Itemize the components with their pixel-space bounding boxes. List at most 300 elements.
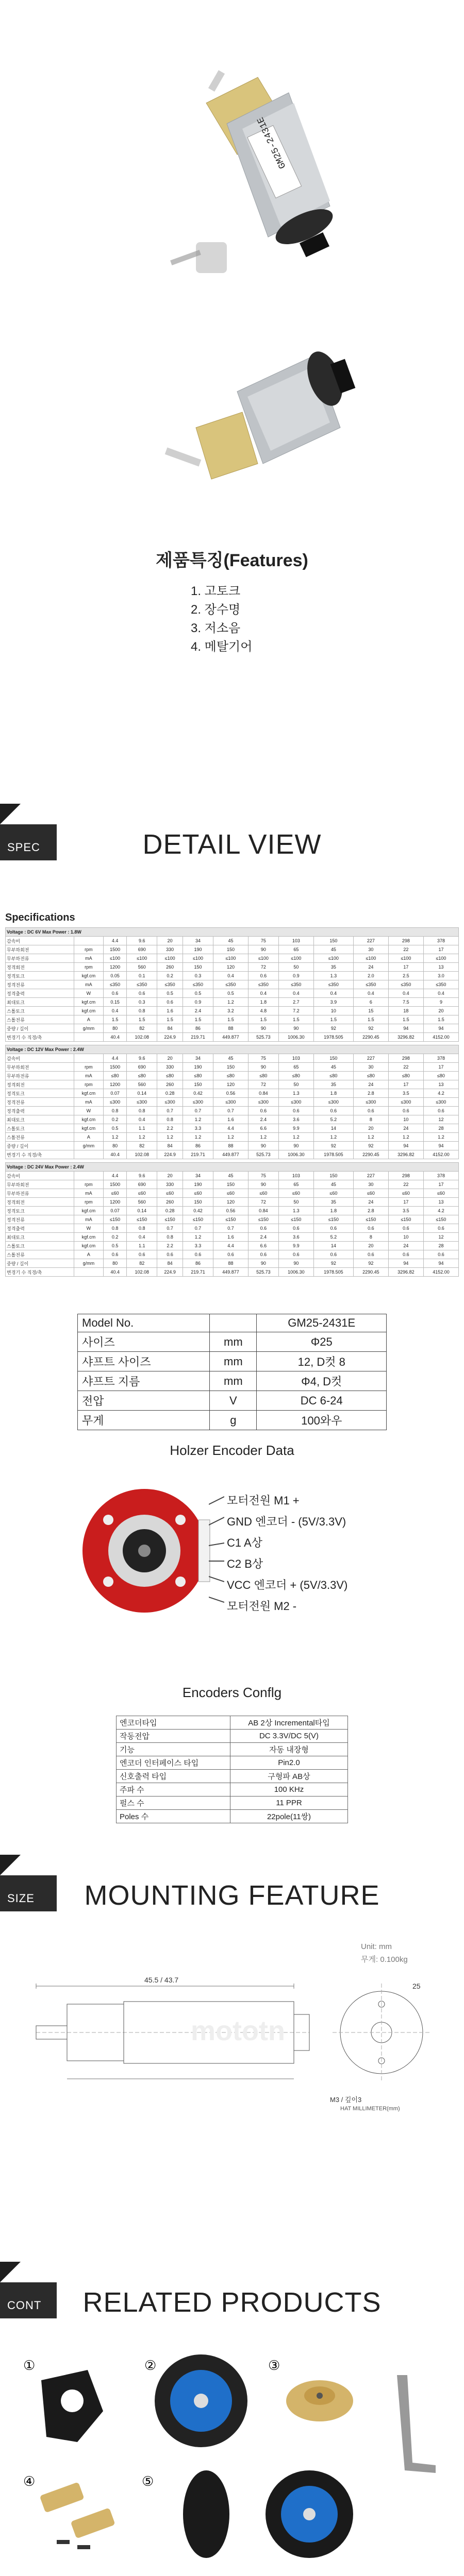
table-cell: Model No. [78, 1314, 210, 1332]
row-label: 무부하전류 [6, 1189, 74, 1198]
row-unit [74, 1054, 103, 1063]
table-cell: 9 [423, 998, 458, 1007]
table-row [6, 1063, 459, 1072]
table-row [6, 1142, 459, 1150]
table-cell: 1.2 [213, 998, 248, 1007]
table-cell: 0.07 [103, 1089, 126, 1098]
row-label: 무부하회전 [6, 1180, 74, 1189]
table-row [6, 1115, 459, 1124]
table-cell: 45 [313, 1180, 353, 1189]
table-cell: 1.2 [103, 1133, 126, 1142]
table-cell: 1.8 [248, 998, 278, 1007]
table-cell: 12, D컷 8 [257, 1352, 387, 1371]
table-cell: ≤60 [278, 1189, 313, 1198]
table-cell: 1.2 [248, 1133, 278, 1142]
pin-label: 모터전원 M1 + [227, 1494, 300, 1507]
table-cell: ≤80 [157, 1072, 183, 1080]
table-cell: 28 [423, 1242, 458, 1250]
table-cell: 0.6 [248, 1250, 278, 1259]
table-cell: 주파 수 [117, 1783, 230, 1797]
table-cell: 82 [127, 1024, 157, 1033]
badge: ④ [23, 2474, 36, 2489]
table-cell: 24 [353, 963, 388, 972]
table-cell: 90 [248, 1180, 278, 1189]
dim-side: 25 [412, 1982, 421, 1990]
table-cell: 3.0 [423, 972, 458, 980]
features-title: 제품특징(Features) [156, 551, 308, 570]
table-cell: 기능 [117, 1743, 230, 1756]
table-cell: 0.6 [353, 1107, 388, 1115]
table-cell: 22 [388, 945, 423, 954]
table-cell: 9.6 [127, 1054, 157, 1063]
table-cell: 0.4 [388, 989, 423, 998]
flange-coupling-image [286, 2380, 353, 2421]
table-cell: 1978.505 [313, 1268, 353, 1277]
table-cell: 0.4 [127, 1115, 157, 1124]
table-cell: 1.5 [353, 1015, 388, 1024]
table-cell: 1.6 [213, 1115, 248, 1124]
table-row [117, 1743, 348, 1756]
table-cell: ≤300 [248, 1098, 278, 1107]
row-label: 중량 / 길이 [6, 1024, 74, 1033]
pin-label: C2 B상 [227, 1557, 263, 1570]
features-list [191, 582, 252, 656]
table-cell: 45 [213, 1172, 248, 1180]
table-cell: 20 [423, 1007, 458, 1015]
table-cell: 560 [127, 1198, 157, 1207]
row-label: 정격출력 [6, 989, 74, 998]
table-cell: 샤프트 지름 [78, 1371, 210, 1391]
table-cell: 0.6 [423, 1107, 458, 1115]
table-row [6, 1268, 459, 1277]
table-row [117, 1716, 348, 1730]
table-cell: 50 [278, 963, 313, 972]
table-cell: 3.6 [278, 1233, 313, 1242]
table-cell: 103 [278, 1054, 313, 1063]
table-cell: 525.73 [248, 1033, 278, 1042]
table-cell: 75 [248, 937, 278, 945]
table-cell: 10 [388, 1115, 423, 1124]
table-cell: 0.6 [157, 1250, 183, 1259]
specifications-title: Specifications [5, 912, 75, 923]
table-cell: 3.3 [183, 1242, 213, 1250]
table-cell: 3.5 [388, 1207, 423, 1215]
row-unit: rpm [74, 945, 103, 954]
table-cell: V [210, 1391, 257, 1411]
row-unit: kgf.cm [74, 998, 103, 1007]
table-cell: 1.2 [423, 1133, 458, 1142]
spec-table-header: Voltage : DC 12V Max Power : 2.4W [6, 1045, 459, 1054]
table-cell: 2.0 [353, 972, 388, 980]
row-unit: mA [74, 1072, 103, 1080]
table-cell: 260 [157, 1080, 183, 1089]
table-cell: ≤300 [388, 1098, 423, 1107]
table-cell: 4152.00 [423, 1268, 458, 1277]
table-cell: 330 [157, 1063, 183, 1072]
table-cell: ≤150 [248, 1215, 278, 1224]
table-row [6, 1124, 459, 1133]
table-cell: 219.71 [183, 1268, 213, 1277]
table-cell: 1500 [103, 945, 126, 954]
table-cell: 8 [353, 1233, 388, 1242]
table-cell: 90 [248, 1259, 278, 1268]
row-unit: A [74, 1250, 103, 1259]
row-label: 정격회전 [6, 1080, 74, 1089]
table-cell: 0.5 [213, 989, 248, 998]
table-cell: 0.6 [183, 1250, 213, 1259]
row-label: 정격전류 [6, 980, 74, 989]
table-row [6, 980, 459, 989]
hex-coupling-image [40, 2482, 115, 2549]
table-cell: 4.4 [103, 937, 126, 945]
model-table [77, 1314, 387, 1430]
table-cell: 20 [157, 1172, 183, 1180]
table-cell: 1.2 [157, 1133, 183, 1142]
table-cell: 298 [388, 1054, 423, 1063]
table-cell: 12 [423, 1233, 458, 1242]
table-cell: 0.6 [103, 1250, 126, 1259]
encoder-pin-labels [227, 1490, 347, 1617]
table-cell: Pin2.0 [230, 1756, 347, 1770]
table-cell: 4.4 [103, 1054, 126, 1063]
table-cell: 22 [388, 1180, 423, 1189]
table-row [78, 1352, 387, 1371]
table-cell: ≤150 [183, 1215, 213, 1224]
row-unit: kgf.cm [74, 1207, 103, 1215]
row-unit: kgf.cm [74, 1007, 103, 1015]
table-cell: 449.877 [213, 1033, 248, 1042]
table-cell: 75 [248, 1172, 278, 1180]
row-unit: mA [74, 1215, 103, 1224]
table-cell: ≤100 [278, 954, 313, 963]
table-cell: 378 [423, 937, 458, 945]
table-cell: ≤80 [183, 1072, 213, 1080]
table-cell: 10 [313, 1007, 353, 1015]
table-cell: 227 [353, 1172, 388, 1180]
row-label: 정격전류 [6, 1215, 74, 1224]
table-cell: 94 [388, 1024, 423, 1033]
table-row [78, 1332, 387, 1352]
table-cell: 92 [353, 1259, 388, 1268]
table-row [117, 1770, 348, 1783]
table-cell: ≤100 [353, 954, 388, 963]
encoder-wire-lines [209, 1484, 224, 1618]
badge: ⑤ [142, 2474, 154, 2489]
row-label: 변경기 수 직경/축 [6, 1150, 74, 1159]
pin-label: VCC 엔코더 + (5V/3.3V) [227, 1579, 348, 1591]
table-cell: ≤150 [103, 1215, 126, 1224]
table-cell: 50 [278, 1080, 313, 1089]
table-cell: 1978.505 [313, 1033, 353, 1042]
table-cell: 무게 [78, 1411, 210, 1430]
table-cell: 224.9 [157, 1150, 183, 1159]
table-cell: 224.9 [157, 1268, 183, 1277]
table-cell: 102.08 [127, 1150, 157, 1159]
table-row [117, 1783, 348, 1797]
table-cell: 1500 [103, 1180, 126, 1189]
feature-item: 1. 고토크 [191, 584, 241, 598]
table-cell: 92 [313, 1259, 353, 1268]
table-cell: 1.5 [183, 1015, 213, 1024]
table-cell: 92 [353, 1024, 388, 1033]
table-cell: ≤60 [103, 1189, 126, 1198]
table-cell: ≤60 [183, 1189, 213, 1198]
table-cell: 15 [353, 1007, 388, 1015]
table-cell: 4152.00 [423, 1150, 458, 1159]
table-cell: 0.56 [213, 1207, 248, 1215]
row-unit: rpm [74, 963, 103, 972]
table-cell: 0.15 [103, 998, 126, 1007]
table-cell: 28 [423, 1124, 458, 1133]
table-cell: 30 [353, 945, 388, 954]
table-cell: 2.4 [248, 1233, 278, 1242]
row-label: 스톨토크 [6, 1124, 74, 1133]
table-cell: 6 [353, 998, 388, 1007]
table-cell: ≤150 [213, 1215, 248, 1224]
table-row [6, 1054, 459, 1063]
table-cell: 0.8 [127, 1107, 157, 1115]
table-cell: 20 [157, 1054, 183, 1063]
table-cell: ≤350 [248, 980, 278, 989]
table-cell: ≤60 [388, 1189, 423, 1198]
table-cell: 30 [353, 1180, 388, 1189]
table-row [117, 1730, 348, 1743]
row-label: 스톨전류 [6, 1133, 74, 1142]
table-cell: mm [210, 1352, 257, 1371]
table-cell: 0.3 [183, 972, 213, 980]
table-cell: 150 [213, 945, 248, 954]
table-cell: 3296.82 [388, 1268, 423, 1277]
spec-table [5, 1162, 459, 1277]
table-cell: 1.2 [388, 1133, 423, 1142]
table-cell: 1.2 [183, 1133, 213, 1142]
table-cell: 1.2 [183, 1115, 213, 1124]
related-products-images [0, 2349, 464, 2566]
table-cell: 40.4 [103, 1150, 126, 1159]
table-cell: 94 [388, 1259, 423, 1268]
bracket-image [41, 2370, 103, 2442]
table-cell: 0.6 [248, 972, 278, 980]
section-title: MOUNTING FEATURE [84, 1880, 380, 1911]
mount-note: HAT MILLIMETER(mm) [340, 2106, 400, 2112]
table-cell: 65 [278, 1180, 313, 1189]
table-cell: 2290.45 [353, 1150, 388, 1159]
table-cell: 525.73 [248, 1268, 278, 1277]
table-cell: Φ4, D컷 [257, 1371, 387, 1391]
row-unit: g/mm [74, 1142, 103, 1150]
table-row [6, 1215, 459, 1224]
table-cell: 378 [423, 1172, 458, 1180]
spec-table [5, 927, 459, 1042]
table-cell: 0.7 [183, 1107, 213, 1115]
row-label: 최대토크 [6, 1115, 74, 1124]
row-unit: g/mm [74, 1259, 103, 1268]
table-cell: 2.5 [388, 972, 423, 980]
table-cell: ≤350 [213, 980, 248, 989]
table-cell: ≤300 [278, 1098, 313, 1107]
table-row [6, 998, 459, 1007]
row-unit: mA [74, 954, 103, 963]
section-title: DETAIL VIEW [142, 829, 322, 860]
row-unit [74, 1172, 103, 1180]
table-cell: 7.5 [388, 998, 423, 1007]
pin-label: 모터전원 M2 - [227, 1600, 297, 1613]
table-cell: 150 [213, 1180, 248, 1189]
row-label: 감속비 [6, 1172, 74, 1180]
table-cell: 45 [313, 945, 353, 954]
row-label: 감속비 [6, 937, 74, 945]
table-cell: 102.08 [127, 1268, 157, 1277]
spec-table [5, 1045, 459, 1159]
table-cell: 0.8 [127, 1224, 157, 1233]
wheel-blue-image [155, 2354, 247, 2447]
table-cell: 0.6 [127, 1250, 157, 1259]
badge: ② [144, 2358, 157, 2374]
table-cell: 0.5 [103, 1242, 126, 1250]
row-unit: kgf.cm [74, 1233, 103, 1242]
table-cell: ≤60 [213, 1189, 248, 1198]
table-cell: 90 [248, 1024, 278, 1033]
table-cell: 190 [183, 1063, 213, 1072]
row-label: 변경기 수 직경/축 [6, 1268, 74, 1277]
table-cell: 0.6 [313, 1107, 353, 1115]
table-cell: ≤150 [278, 1215, 313, 1224]
table-cell: 90 [278, 1024, 313, 1033]
feature-item: 4. 메탈기어 [191, 640, 253, 654]
table-cell: 구형파 AB상 [230, 1770, 347, 1783]
table-row [6, 989, 459, 998]
table-cell: ≤60 [157, 1189, 183, 1198]
table-cell: 24 [353, 1080, 388, 1089]
table-cell: 260 [157, 1198, 183, 1207]
table-cell: ≤150 [423, 1215, 458, 1224]
table-cell: ≤100 [248, 954, 278, 963]
table-cell: 14 [313, 1242, 353, 1250]
table-cell: ≤60 [313, 1189, 353, 1198]
table-cell: 94 [423, 1024, 458, 1033]
table-cell: 86 [183, 1142, 213, 1150]
table-cell: ≤150 [157, 1215, 183, 1224]
table-cell: 24 [388, 1124, 423, 1133]
table-cell: 80 [103, 1259, 126, 1268]
table-cell: ≤100 [313, 954, 353, 963]
table-cell: 120 [213, 1080, 248, 1089]
table-cell: 150 [183, 1080, 213, 1089]
table-cell: 3.6 [278, 1115, 313, 1124]
table-cell: 86 [183, 1024, 213, 1033]
table-cell: 65 [278, 1063, 313, 1072]
table-cell: 690 [127, 1063, 157, 1072]
table-cell: 3.9 [313, 998, 353, 1007]
table-row [6, 1233, 459, 1242]
table-cell: 1.5 [103, 1015, 126, 1024]
table-cell: 4.2 [423, 1207, 458, 1215]
table-cell: 2290.45 [353, 1268, 388, 1277]
table-cell: 1.3 [278, 1089, 313, 1098]
table-cell: 34 [183, 937, 213, 945]
table-cell: ≤100 [388, 954, 423, 963]
table-cell: 0.6 [278, 1224, 313, 1233]
table-cell: 102.08 [127, 1033, 157, 1042]
table-row [6, 945, 459, 954]
table-cell: 0.6 [278, 1107, 313, 1115]
row-label: 정격출력 [6, 1107, 74, 1115]
table-row [6, 1189, 459, 1198]
table-cell: ≤300 [353, 1098, 388, 1107]
table-cell: 150 [313, 937, 353, 945]
table-cell: 94 [423, 1259, 458, 1268]
row-unit: mA [74, 1189, 103, 1198]
table-row [6, 1224, 459, 1233]
holzer-title: Holzer Encoder Data [170, 1443, 294, 1458]
row-unit: kgf.cm [74, 1089, 103, 1098]
row-label: 정격토크 [6, 1207, 74, 1215]
table-cell: 전압 [78, 1391, 210, 1411]
table-cell: 1.2 [313, 1133, 353, 1142]
table-cell: 190 [183, 1180, 213, 1189]
table-cell: 449.877 [213, 1268, 248, 1277]
table-cell: 0.8 [103, 1107, 126, 1115]
row-unit [74, 1150, 103, 1159]
table-cell: 9.6 [127, 937, 157, 945]
row-label: 무부하회전 [6, 945, 74, 954]
table-cell: ≤350 [103, 980, 126, 989]
specifications-tables [5, 927, 459, 1280]
table-cell: 219.71 [183, 1033, 213, 1042]
table-row [6, 972, 459, 980]
table-cell: 0.6 [388, 1224, 423, 1233]
mounting-drawing [21, 1968, 443, 2112]
table-cell: DC 6-24 [257, 1391, 387, 1411]
table-cell: 20 [353, 1242, 388, 1250]
table-cell: 5.2 [313, 1115, 353, 1124]
hex-key-image [397, 2375, 436, 2473]
table-cell: ≤150 [353, 1215, 388, 1224]
table-cell: 1.8 [313, 1089, 353, 1098]
table-cell: 18 [388, 1007, 423, 1015]
table-cell: 120 [213, 963, 248, 972]
table-cell: 0.84 [248, 1089, 278, 1098]
table-cell: g [210, 1411, 257, 1430]
table-cell: 260 [157, 963, 183, 972]
table-cell: 1.3 [278, 1207, 313, 1215]
table-cell: 150 [313, 1054, 353, 1063]
table-cell: 224.9 [157, 1033, 183, 1042]
row-label: 정격토크 [6, 972, 74, 980]
table-cell: 샤프트 사이즈 [78, 1352, 210, 1371]
encoder-board-image [77, 1484, 211, 1618]
table-row [78, 1371, 387, 1391]
table-cell: 150 [313, 1172, 353, 1180]
table-cell: Poles 수 [117, 1810, 230, 1823]
table-row [117, 1797, 348, 1810]
table-row [6, 1072, 459, 1080]
table-cell: 펄스 수 [117, 1797, 230, 1810]
table-row [6, 1107, 459, 1115]
table-cell: 1.5 [423, 1015, 458, 1024]
table-cell: 1006.30 [278, 1150, 313, 1159]
table-cell: ≤80 [278, 1072, 313, 1080]
table-cell: 90 [248, 1142, 278, 1150]
table-cell: 22pole(11쌍) [230, 1810, 347, 1823]
table-cell: 35 [313, 963, 353, 972]
table-cell: 0.7 [213, 1224, 248, 1233]
table-cell: 0.2 [103, 1233, 126, 1242]
table-cell: 9.6 [127, 1172, 157, 1180]
table-cell: 0.42 [183, 1089, 213, 1098]
section-cont [0, 2262, 464, 2334]
table-cell: 84 [157, 1259, 183, 1268]
